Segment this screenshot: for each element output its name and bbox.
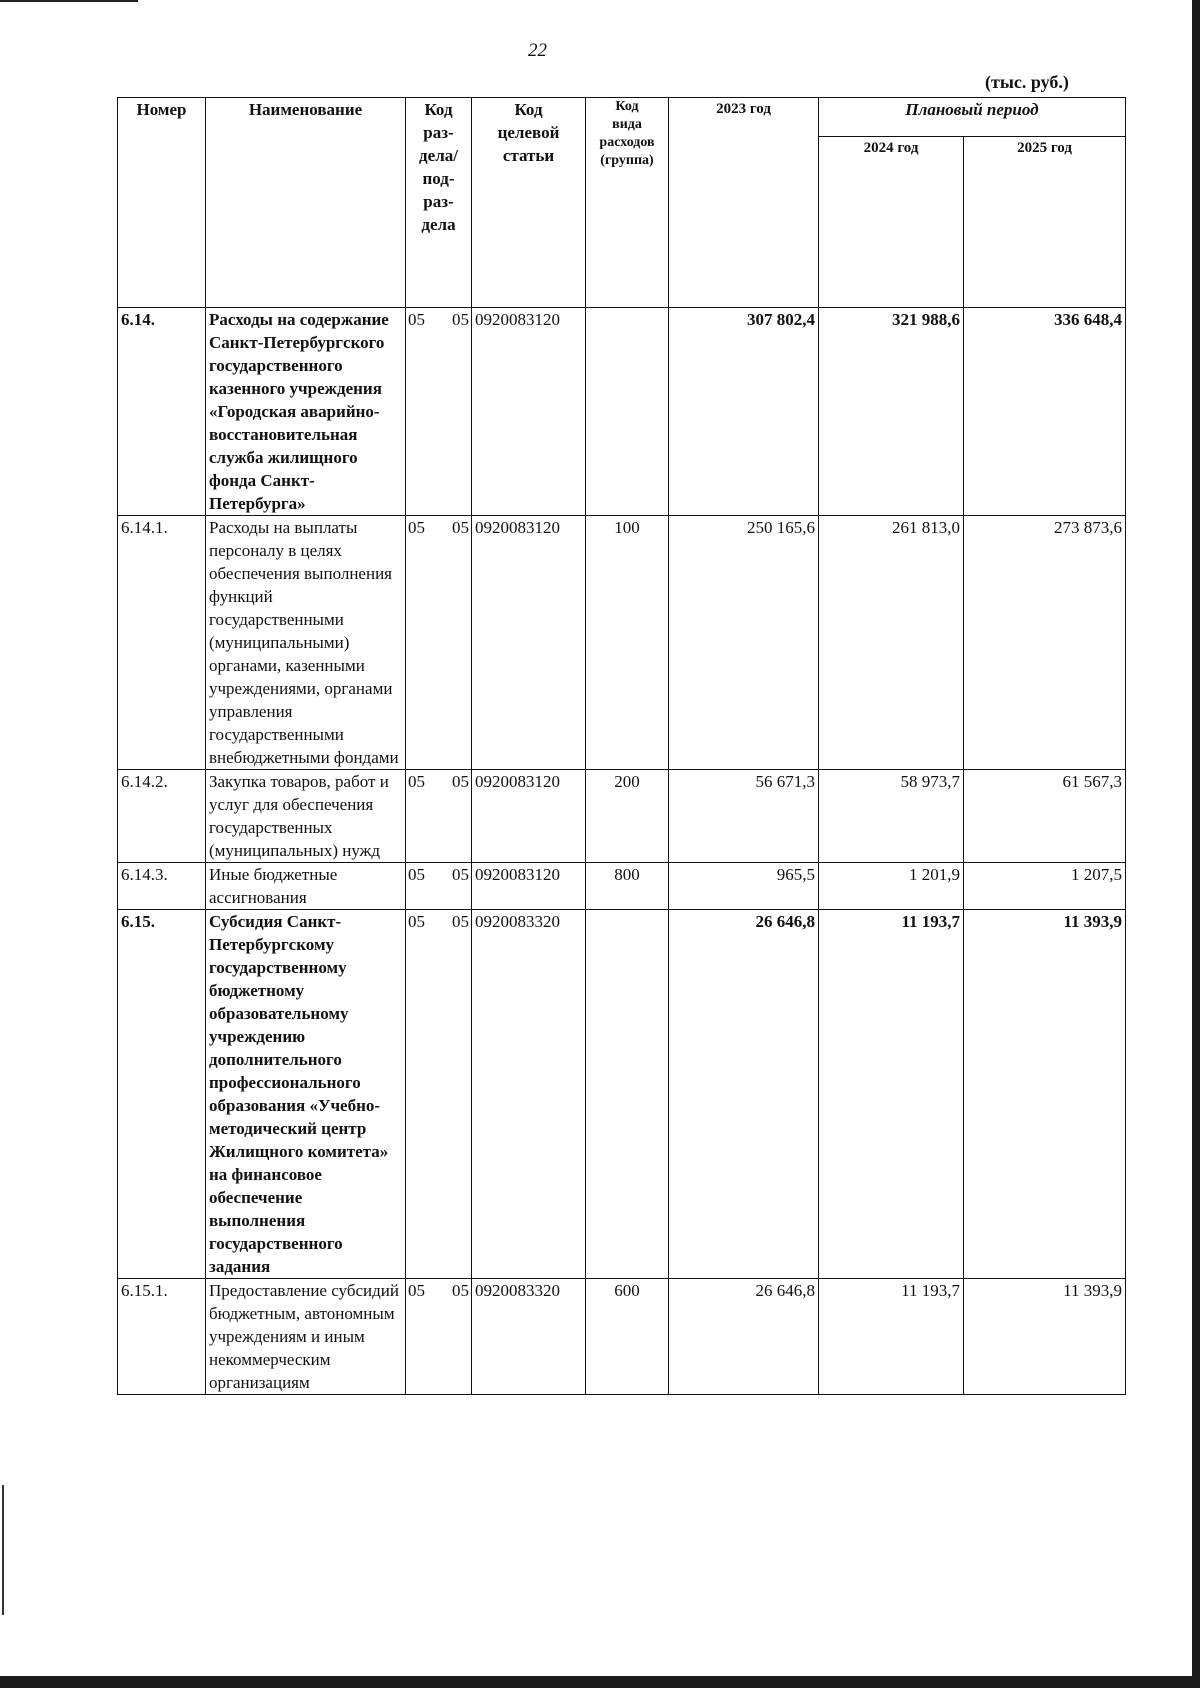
header-expense-type-line: Код	[615, 99, 639, 114]
row-section: 05	[408, 310, 425, 329]
row-expense-type: 100	[586, 516, 669, 770]
scan-border-bottom	[0, 1676, 1200, 1688]
row-amount-2024: 321 988,6	[819, 308, 964, 516]
header-section-code-line: под-	[422, 169, 455, 188]
header-name: Наименование	[206, 98, 406, 308]
scan-edge-mark	[0, 0, 138, 2]
row-section: 05	[408, 912, 425, 931]
row-target-code: 0920083320	[472, 1279, 586, 1395]
row-expense-type: 200	[586, 770, 669, 863]
row-amount-2024: 261 813,0	[819, 516, 964, 770]
units-label: (тыс. руб.)	[985, 72, 1069, 92]
row-amount-2025: 11 393,9	[964, 910, 1126, 1279]
row-number: 6.15.1.	[118, 1279, 206, 1395]
row-amount-2025: 336 648,4	[964, 308, 1126, 516]
row-section-code	[406, 1279, 472, 1395]
row-number: 6.14.1.	[118, 516, 206, 770]
row-name: Субсидия Санкт-Петербургскому государственному бюджетному образовательному учреждению дополнительного профессионального образования «Учебно-методический центр Жилищного комитета» на финансовое обеспечение выполнения государственного задания	[206, 910, 406, 1279]
row-amount-2023: 56 671,3	[669, 770, 819, 863]
row-amount-2023: 26 646,8	[669, 1279, 819, 1395]
row-number: 6.14.3.	[118, 863, 206, 910]
table-row	[118, 516, 1126, 770]
table-row	[118, 1279, 1126, 1395]
row-name: Предоставление субсидий бюджетным, автономным учреждениям и иным некоммерческим организациям	[206, 1279, 406, 1395]
row-section: 05	[408, 865, 425, 884]
row-subsection: 05	[452, 912, 469, 931]
header-year-2025: 2025 год	[964, 137, 1126, 308]
row-amount-2024: 58 973,7	[819, 770, 964, 863]
table-row	[118, 770, 1126, 863]
row-amount-2023: 26 646,8	[669, 910, 819, 1279]
row-subsection: 05	[452, 865, 469, 884]
table-row	[118, 910, 1126, 1279]
row-expense-type	[586, 910, 669, 1279]
row-target-code: 0920083120	[472, 863, 586, 910]
row-amount-2024: 11 193,7	[819, 1279, 964, 1395]
row-target-code: 0920083120	[472, 770, 586, 863]
header-section-code	[406, 98, 472, 308]
header-number: Номер	[118, 98, 206, 308]
header-expense-type-line: расходов	[599, 135, 655, 150]
row-section-code	[406, 516, 472, 770]
scan-edge-mark-left	[2, 1485, 4, 1615]
row-section-code	[406, 910, 472, 1279]
table-row	[118, 308, 1126, 516]
row-section-code	[406, 863, 472, 910]
row-name: Расходы на выплаты персоналу в целях обеспечения выполнения функций государственными (муниципальными) органами, казенными учреждениями, органами управления государственными внебюджетными фондами	[206, 516, 406, 770]
header-section-code-line: дела/	[419, 146, 458, 165]
row-section-code	[406, 308, 472, 516]
header-target-code	[472, 98, 586, 308]
header-section-code-line: Код	[424, 100, 453, 119]
header-year-2023: 2023 год	[669, 98, 819, 308]
row-number: 6.14.2.	[118, 770, 206, 863]
row-amount-2025: 273 873,6	[964, 516, 1126, 770]
row-amount-2023: 307 802,4	[669, 308, 819, 516]
scan-border-right	[1192, 0, 1200, 1688]
header-target-code-line: целевой	[497, 123, 560, 142]
row-amount-2025: 61 567,3	[964, 770, 1126, 863]
row-name: Расходы на содержание Санкт-Петербургского государственного казенного учреждения «Городская аварийно-восстановительная служба жилищного фонда Санкт-Петербурга»	[206, 308, 406, 516]
row-expense-type: 600	[586, 1279, 669, 1395]
header-expense-type-line: (группа)	[600, 153, 654, 168]
row-expense-type: 800	[586, 863, 669, 910]
row-number: 6.15.	[118, 910, 206, 1279]
row-target-code: 0920083120	[472, 516, 586, 770]
header-target-code-line: Код	[514, 100, 543, 119]
row-subsection: 05	[452, 772, 469, 791]
row-section: 05	[408, 1281, 425, 1300]
row-amount-2025: 1 207,5	[964, 863, 1126, 910]
row-section-code	[406, 770, 472, 863]
header-target-code-line: статьи	[502, 146, 555, 165]
header-year-2024: 2024 год	[819, 137, 964, 308]
row-expense-type	[586, 308, 669, 516]
row-target-code: 0920083320	[472, 910, 586, 1279]
row-subsection: 05	[452, 518, 469, 537]
row-section: 05	[408, 518, 425, 537]
row-target-code: 0920083120	[472, 308, 586, 516]
table-row	[118, 863, 1126, 910]
budget-table	[117, 97, 1126, 1395]
row-section: 05	[408, 772, 425, 791]
row-amount-2025: 11 393,9	[964, 1279, 1126, 1395]
page-number: 22	[528, 40, 547, 61]
header-planned-period: Плановый период	[819, 98, 1126, 137]
header-expense-type-line: вида	[612, 117, 642, 132]
row-number: 6.14.	[118, 308, 206, 516]
row-name: Закупка товаров, работ и услуг для обеспечения государственных (муниципальных) нужд	[206, 770, 406, 863]
header-expense-type	[586, 98, 669, 308]
row-amount-2024: 11 193,7	[819, 910, 964, 1279]
row-subsection: 05	[452, 310, 469, 329]
row-amount-2023: 965,5	[669, 863, 819, 910]
row-name: Иные бюджетные ассигнования	[206, 863, 406, 910]
header-section-code-line: раз-	[423, 192, 454, 211]
row-subsection: 05	[452, 1281, 469, 1300]
row-amount-2024: 1 201,9	[819, 863, 964, 910]
header-section-code-line: раз-	[423, 123, 454, 142]
row-amount-2023: 250 165,6	[669, 516, 819, 770]
header-section-code-line: дела	[421, 215, 456, 234]
